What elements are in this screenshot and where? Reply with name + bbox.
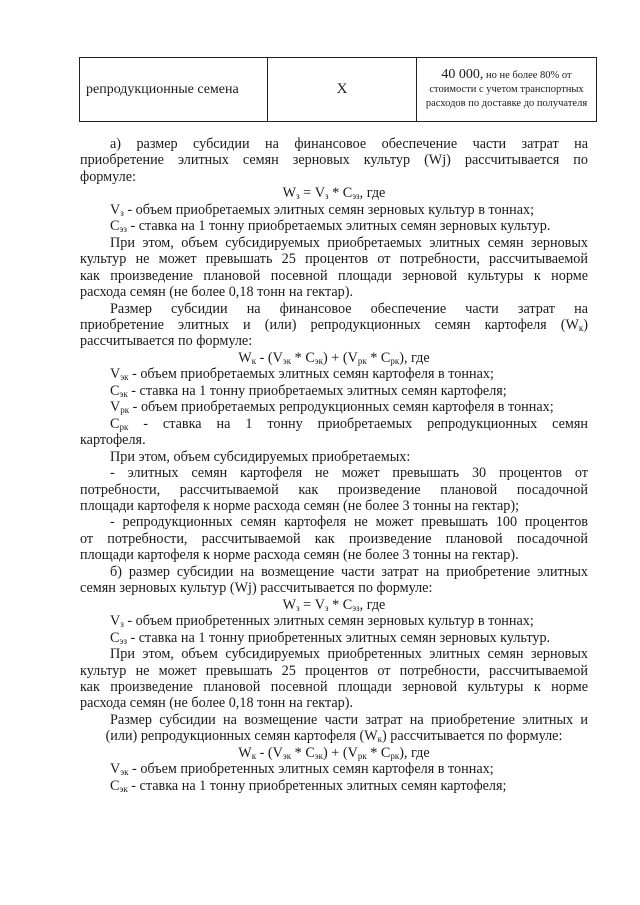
text-line: формуле: (80, 168, 136, 185)
text-line: $С_{рк}$ - ставка на 1 тонну приобретаемых репродукционных семян (110, 415, 588, 432)
text-line: культур не может превышать 25 процентов от потребности, рассчитываемой (80, 251, 588, 268)
text-line: $С_{эз}$ - ставка на 1 тонну приобретенных элитных семян зерновых культур. (110, 629, 551, 646)
text-line: (или) репродукционных семян картофеля $(W_к)$ рассчитывается по формуле: (105, 728, 563, 745)
text-line: Размер субсидии на финансовое обеспечение части затрат на (110, 300, 588, 317)
text-line: Размер субсидии на возмещение части затрат на приобретение элитных и (110, 711, 588, 728)
text-line: расхода семян (не более 0,18 тонн на гектар). (80, 284, 354, 301)
text-line: $V_{рк}$ - объем приобретаемых репродукционных семян картофеля в тоннах; (110, 399, 554, 416)
text-line: приобретение элитных семян зерновых культур (Wj) рассчитывается по (80, 152, 588, 169)
text-line: приобретение элитных и (или) репродукционных семян картофеля $(W_к)$ (80, 316, 588, 333)
rate-cell (417, 58, 597, 122)
text-line: $V_{эк}$ - объем приобретаемых элитных семян картофеля в тоннах; (110, 366, 494, 383)
text-line: $С_{эк}$ - ставка на 1 тонну приобретаемых элитных семян картофеля; (110, 382, 507, 399)
crop-cell: репродукционные семена (80, 58, 268, 122)
text-line: картофеля. (80, 432, 146, 449)
text-line: При этом, объем субсидируемых приобретенных элитных семян зерновых (110, 646, 588, 663)
rate-note-1: но не более 80% от (486, 70, 572, 81)
formula-line: $W_з = V_з * С_{эз}$, где (282, 185, 386, 202)
text-line: $V_з$ - объем приобретенных элитных семян зерновых культур в тоннах; (110, 613, 534, 630)
text-line: - репродукционных семян картофеля не может превышать 100 процентов (110, 514, 588, 531)
text-line: рассчитывается по формуле: (80, 333, 253, 350)
text-line: $С_{эз}$ - ставка на 1 тонну приобретаемых элитных семян зерновых культур. (110, 218, 551, 235)
text-line: а) размер субсидии на финансовое обеспечение части затрат на (110, 136, 588, 152)
text-line: При этом, объем субсидируемых приобретаемых: (110, 448, 411, 465)
text-line: как произведение плановой посевной площади зерновой культуры к норме (80, 678, 588, 695)
document-body (80, 136, 588, 794)
text-line: от потребности, рассчитываемой как произведение плановой посадочной (80, 530, 588, 547)
text-line: потребности, рассчитываемой как произведение плановой посадочной (80, 481, 588, 498)
formula-line: $W_к - (V_{эк} * С_{эк}) + (V_{рк} * С_{рк})$, где (238, 349, 430, 366)
formula-line: $W_з = V_з * С_{эз}$, где (282, 596, 386, 613)
rate-table (79, 57, 597, 122)
formula-line: $W_к - (V_{эк} * С_{эк}) + (V_{рк} * С_{рк})$, где (238, 744, 430, 761)
rate-note-2: стоимости с учетом транспортных (429, 84, 584, 95)
text-line: культур не может превышать 25 процентов от потребности, рассчитываемой (80, 662, 588, 679)
rate-note-3: расходов по доставке до получателя (425, 98, 588, 109)
mark-cell: X (268, 58, 417, 122)
text-line: площади картофеля к норме расхода семян (не более 3 тонны на гектар). (80, 547, 519, 564)
text-line: семян зерновых культур (Wj) рассчитывается по формуле: (80, 580, 433, 597)
text-line: б) размер субсидии на возмещение части затрат на приобретение элитных (110, 563, 588, 580)
text-line: расхода семян (не более 0,18 тонн на гектар). (80, 695, 354, 712)
text-line: площади картофеля к норме расхода семян (не более 3 тонны на гектар); (80, 497, 520, 514)
text-line: - элитных семян картофеля не может превышать 30 процентов от (110, 465, 588, 482)
text-line: $С_{эк}$ - ставка на 1 тонну приобретенных элитных семян картофеля; (110, 777, 507, 794)
text-line: $V_{эк}$ - объем приобретенных элитных семян картофеля в тоннах; (110, 761, 494, 778)
table-row (80, 58, 597, 122)
text-line: как произведение плановой посевной площади зерновой культуры к норме (80, 267, 588, 284)
text-line: $V_з$ - объем приобретаемых элитных семян зерновых культур в тоннах; (110, 201, 535, 218)
text-line: При этом, объем субсидируемых приобретаемых элитных семян зерновых (110, 234, 588, 251)
rate-amount: 40 000, (441, 67, 484, 82)
